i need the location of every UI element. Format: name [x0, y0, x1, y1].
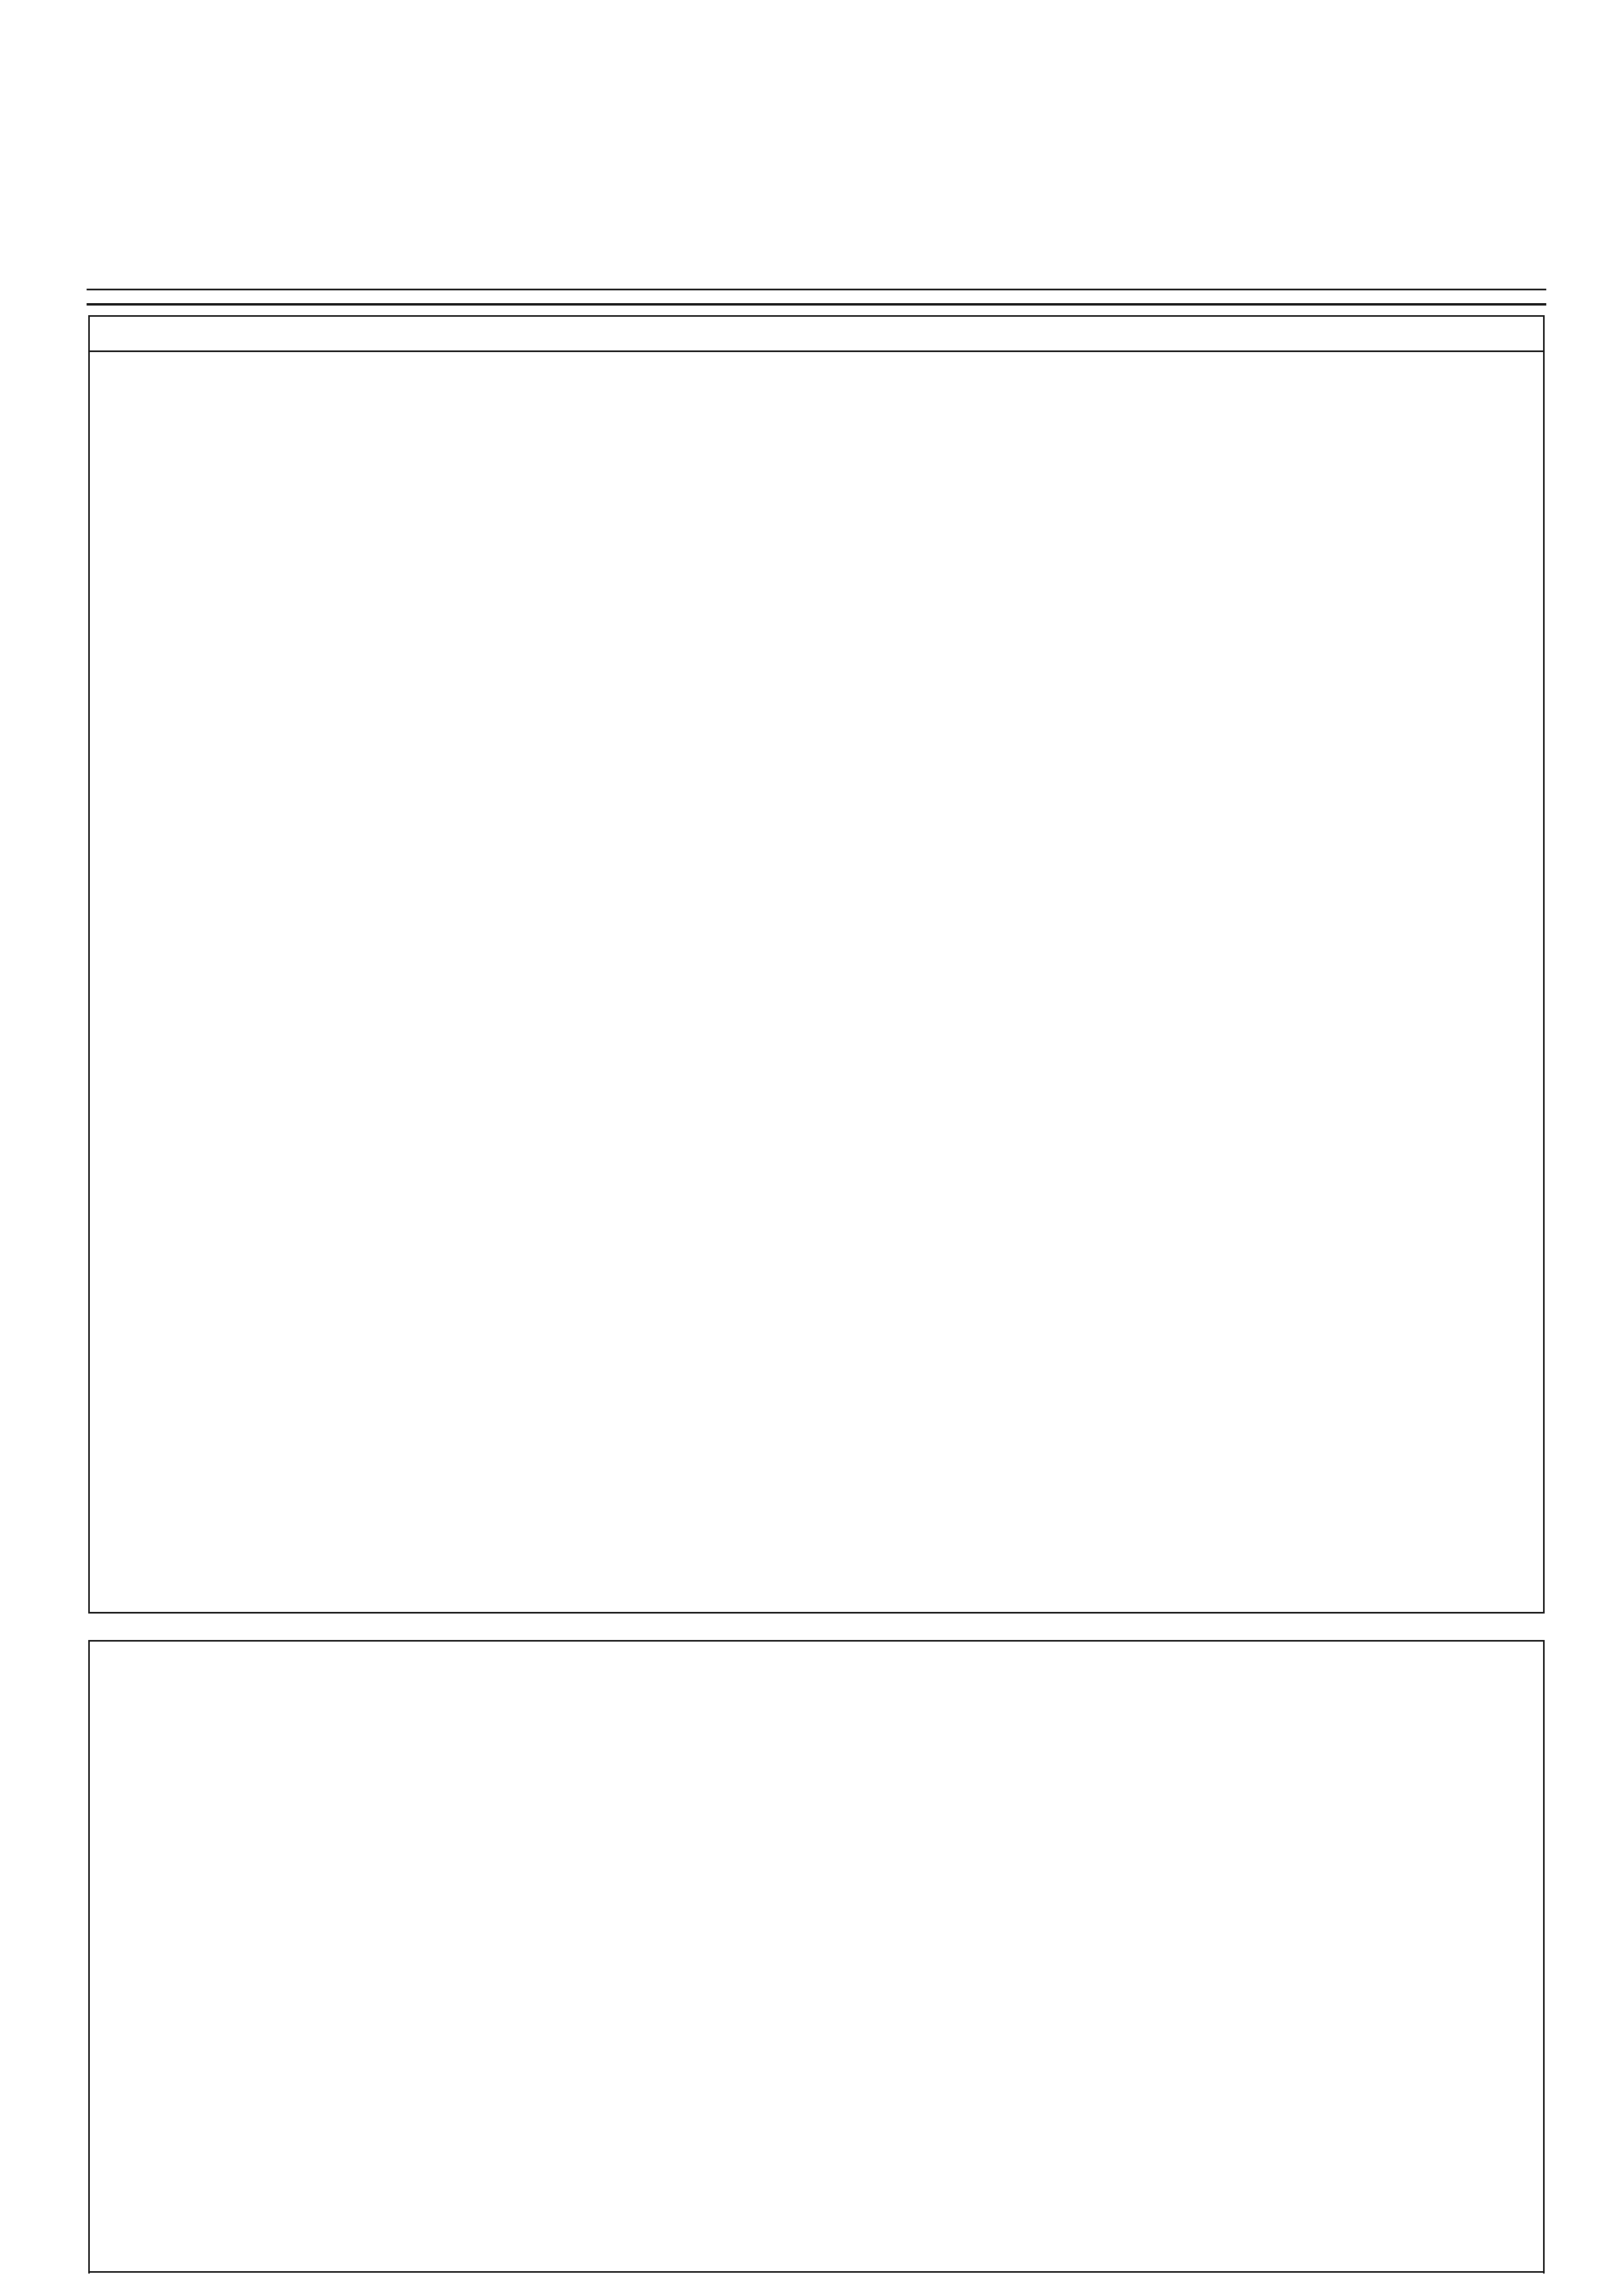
header-rule-lower	[87, 303, 1546, 306]
header-rule	[87, 289, 1546, 290]
